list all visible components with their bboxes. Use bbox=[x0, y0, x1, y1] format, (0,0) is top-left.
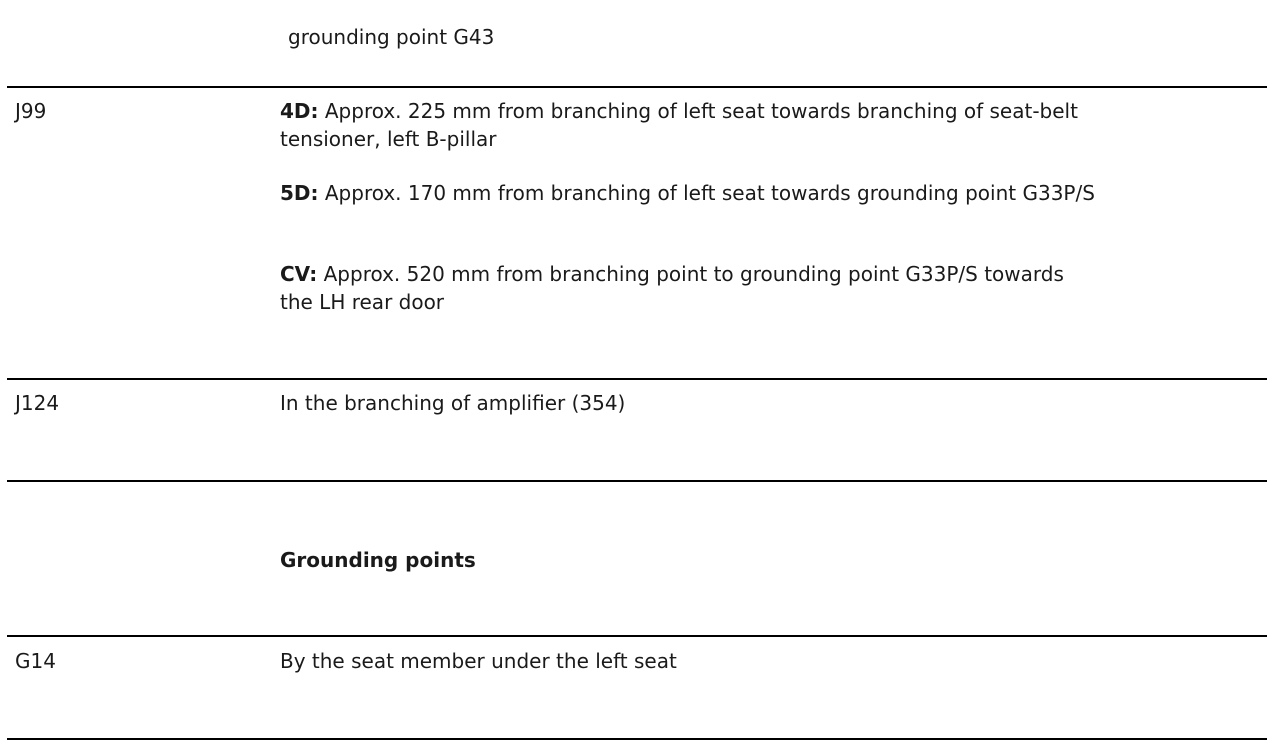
row-code-g14: G14 bbox=[15, 649, 56, 673]
table-divider bbox=[7, 378, 1267, 380]
section-heading: Grounding points bbox=[280, 548, 476, 572]
entry-prefix: 5D: bbox=[280, 181, 319, 205]
row-code-j124: J124 bbox=[15, 391, 60, 415]
table-divider bbox=[7, 738, 1267, 740]
entry-prefix: CV: bbox=[280, 262, 318, 286]
table-divider bbox=[7, 635, 1267, 637]
entry-text: Approx. 225 mm from branching of left seat towards branching of seat-belt tensioner, left B-pillar bbox=[280, 99, 1078, 151]
table-divider bbox=[7, 86, 1267, 88]
entry-prefix: 4D: bbox=[280, 99, 319, 123]
row-description-g14: By the seat member under the left seat bbox=[280, 649, 677, 673]
j99-entry-cv bbox=[280, 260, 1100, 316]
top-fragment-text: grounding point G43 bbox=[288, 25, 495, 49]
entry-text: Approx. 170 mm from branching of left seat towards grounding point G33P/S bbox=[318, 181, 1095, 205]
j99-entry-5d bbox=[280, 179, 1100, 207]
row-description-j124: In the branching of amplifier (354) bbox=[280, 391, 626, 415]
j99-entry-4d bbox=[280, 97, 1100, 153]
row-code-j99: J99 bbox=[15, 99, 47, 123]
entry-text: Approx. 520 mm from branching point to grounding point G33P/S towards the LH rear door bbox=[280, 262, 1064, 314]
table-divider bbox=[7, 480, 1267, 482]
